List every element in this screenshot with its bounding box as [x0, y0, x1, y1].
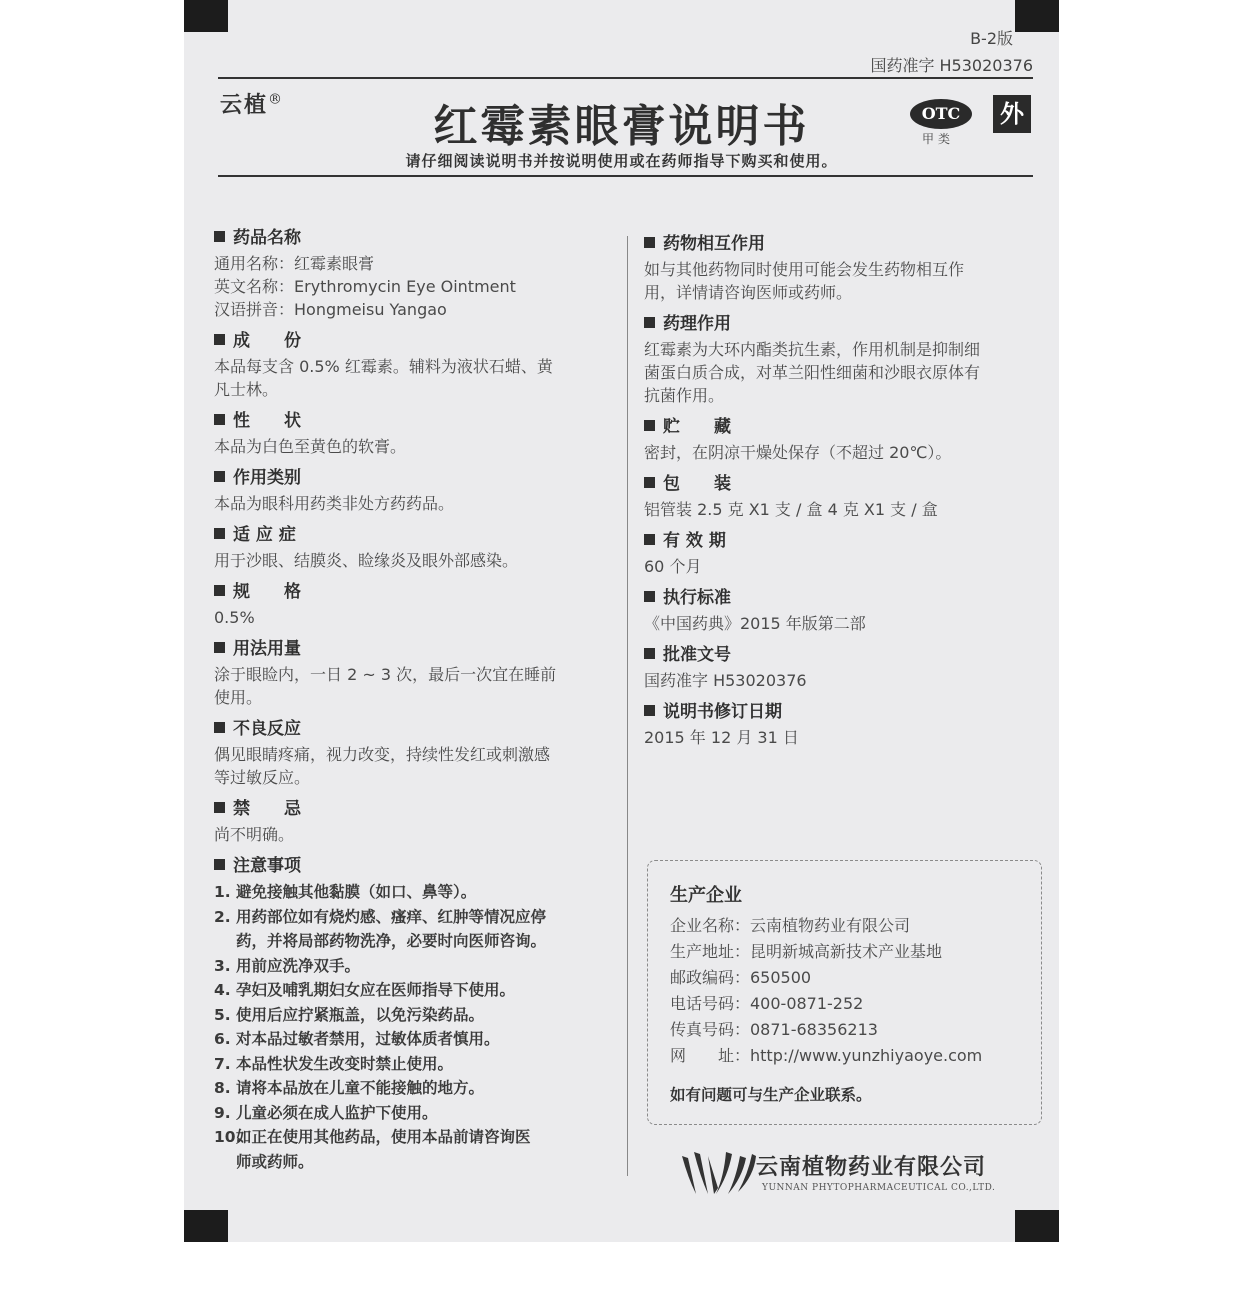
section-heading	[214, 852, 604, 880]
section	[214, 578, 604, 629]
square-bullet-icon	[214, 231, 225, 242]
section-text: 英文名称：Erythromycin Eye Ointment	[214, 277, 516, 296]
left-column	[214, 224, 604, 1180]
section-text: 红霉素为大环内酯类抗生素，作用机制是抑制细	[644, 340, 981, 359]
precaution-item	[214, 1125, 604, 1150]
square-bullet-icon	[644, 237, 655, 248]
section-text: 本品为眼科用药类非处方药药品。	[214, 494, 455, 513]
square-bullet-icon	[644, 705, 655, 716]
section-text: 抗菌作用。	[644, 386, 725, 405]
manufacturer-info-line: 邮政编码：650500	[670, 968, 812, 987]
section	[644, 527, 1034, 578]
section-heading	[214, 327, 604, 355]
section-heading-text: 注意事项	[233, 856, 301, 876]
section-heading	[644, 310, 1034, 338]
section-text: 等过敏反应。	[214, 768, 311, 787]
section-heading-text: 贮 藏	[663, 417, 731, 437]
section	[214, 795, 604, 846]
section	[644, 230, 1034, 304]
precaution-number: 2.	[214, 907, 231, 926]
column-divider	[627, 236, 628, 1176]
square-bullet-icon	[214, 802, 225, 813]
contact-note: 如有问题可与生产企业联系。	[670, 1086, 872, 1104]
section	[214, 521, 604, 572]
section-heading-text: 成 份	[233, 331, 301, 351]
precaution-text: 请将本品放在儿童不能接触的地方。	[236, 1079, 485, 1097]
section-heading-text: 包 装	[663, 474, 731, 494]
section-text: 菌蛋白质合成，对革兰阳性细菌和沙眼衣原体有	[644, 363, 981, 382]
section-text: 国药准字 H53020376	[644, 671, 807, 690]
manufacturer-box	[647, 860, 1042, 1125]
square-bullet-icon	[214, 471, 225, 482]
square-bullet-icon	[644, 534, 655, 545]
precaution-item	[214, 1076, 604, 1101]
section-heading-text: 禁 忌	[233, 799, 301, 819]
manufacturer-info-line: 网 址：http://www.yunzhiyaoye.com	[670, 1046, 983, 1065]
precaution-item	[214, 954, 604, 979]
precaution-number: 7.	[214, 1054, 231, 1073]
corner-mark	[184, 1210, 228, 1242]
manufacturer-info-line: 企业名称：云南植物药业有限公司	[670, 916, 911, 935]
section-heading-text: 药品名称	[233, 228, 301, 248]
square-bullet-icon	[214, 528, 225, 539]
precaution-number: 5.	[214, 1005, 231, 1024]
section	[214, 407, 604, 458]
section-heading	[644, 527, 1034, 555]
section-heading	[214, 715, 604, 743]
square-bullet-icon	[644, 477, 655, 488]
external-use-badge: 外	[993, 95, 1031, 133]
section	[214, 224, 604, 321]
manufacturer-title: 生产企业	[670, 885, 742, 906]
precaution-text: 对本品过敏者禁用，过敏体质者慎用。	[236, 1030, 500, 1048]
section-heading-text: 规 格	[233, 582, 301, 602]
section-heading	[214, 224, 604, 252]
section-text: 《中国药典》2015 年版第二部	[644, 614, 866, 633]
footer-company-name: 云南植物药业有限公司	[756, 1155, 987, 1180]
section	[644, 470, 1034, 521]
precaution-item	[214, 1027, 604, 1052]
section-heading	[214, 464, 604, 492]
section-heading	[214, 578, 604, 606]
version-label: B-2版	[970, 29, 1013, 48]
square-bullet-icon	[644, 317, 655, 328]
precaution-item	[214, 880, 604, 905]
section-text: 密封，在阴凉干燥处保存（不超过 20℃）。	[644, 443, 952, 462]
otc-class-label: 甲类	[922, 132, 955, 146]
corner-mark	[184, 0, 228, 32]
square-bullet-icon	[214, 642, 225, 653]
section-text: 铝管装 2.5 克 X1 支 / 盒 4 克 X1 支 / 盒	[644, 500, 938, 519]
precaution-number: 6.	[214, 1030, 231, 1048]
precaution-item	[214, 929, 604, 954]
corner-mark	[1015, 0, 1059, 32]
manufacturer-info-line: 电话号码：400-0871-252	[670, 994, 864, 1013]
section-heading	[214, 521, 604, 549]
section	[644, 698, 1034, 749]
precaution-item	[214, 1052, 604, 1077]
section	[644, 413, 1034, 464]
section-text: 凡士林。	[214, 380, 279, 399]
section	[214, 635, 604, 709]
instruction-sheet	[184, 0, 1059, 1242]
precaution-number: 9.	[214, 1103, 231, 1122]
section-text: 汉语拼音：Hongmeisu Yangao	[214, 300, 447, 319]
company-logo-icon	[678, 1148, 758, 1198]
precaution-text: 使用后应拧紧瓶盖，以免污染药品。	[236, 1005, 485, 1024]
section-text: 用于沙眼、结膜炎、睑缘炎及眼外部感染。	[214, 551, 519, 570]
precaution-text: 儿童必须在成人监护下使用。	[236, 1103, 438, 1122]
section-heading	[214, 635, 604, 663]
section-heading	[644, 470, 1034, 498]
precaution-text: 药，并将局部药物洗净，必要时向医师咨询。	[236, 932, 547, 950]
precaution-item	[214, 1003, 604, 1028]
precautions-section	[214, 852, 604, 1174]
section-text: 使用。	[214, 688, 263, 707]
square-bullet-icon	[214, 585, 225, 596]
section	[214, 715, 604, 789]
right-column	[644, 230, 1034, 755]
section-heading	[644, 641, 1034, 669]
section	[644, 310, 1034, 407]
section-text: 通用名称：红霉素眼膏	[214, 254, 375, 273]
section-text: 尚不明确。	[214, 825, 295, 844]
section-heading-text: 说明书修订日期	[663, 702, 782, 722]
header-rule	[218, 175, 1033, 177]
section-heading	[644, 698, 1034, 726]
header-approval-number: 国药准字 H53020376	[870, 56, 1033, 75]
section-heading-text: 药物相互作用	[663, 234, 765, 254]
precaution-text: 用前应洗净双手。	[236, 956, 361, 975]
precaution-number: 3.	[214, 956, 231, 975]
precaution-text: 用药部位如有烧灼感、瘙痒、红肿等情况应停	[236, 907, 547, 926]
precaution-item	[214, 1101, 604, 1126]
precaution-number: 10.	[214, 1128, 242, 1146]
top-rule	[218, 77, 1033, 79]
section-heading-text: 适 应 症	[233, 525, 296, 545]
section-text: 60 个月	[644, 557, 702, 576]
square-bullet-icon	[214, 859, 225, 870]
section-heading-text: 批准文号	[663, 645, 731, 665]
section	[214, 464, 604, 515]
precaution-number: 8.	[214, 1079, 231, 1097]
section-heading-text: 不良反应	[233, 719, 301, 739]
section-heading-text: 性 状	[233, 411, 301, 431]
section	[644, 641, 1034, 692]
manufacturer-info-line: 传真号码：0871-68356213	[670, 1020, 878, 1039]
manufacturer-info-line: 生产地址：昆明新城高新技术产业基地	[670, 942, 943, 961]
section	[644, 584, 1034, 635]
square-bullet-icon	[644, 648, 655, 659]
section-heading-text: 作用类别	[233, 468, 301, 488]
precaution-text: 本品性状发生改变时禁止使用。	[236, 1054, 454, 1073]
section-heading	[644, 230, 1034, 258]
section-heading	[644, 413, 1034, 441]
page-title: 红霉素眼膏说明书	[433, 101, 810, 152]
corner-mark	[1015, 1210, 1059, 1242]
section-text: 用，详情请咨询医师或药师。	[644, 283, 853, 302]
section-heading-text: 药理作用	[663, 314, 731, 334]
reading-advice: 请仔细阅读说明书并按说明使用或在药师指导下购买和使用。	[405, 152, 838, 170]
precaution-number: 4.	[214, 981, 231, 999]
square-bullet-icon	[214, 414, 225, 425]
otc-badge: OTC	[910, 99, 972, 129]
precaution-text: 师或药师。	[236, 1152, 314, 1171]
precaution-number: 1.	[214, 883, 231, 901]
section-text: 2015 年 12 月 31 日	[644, 728, 799, 747]
precaution-item	[214, 978, 604, 1003]
square-bullet-icon	[644, 591, 655, 602]
square-bullet-icon	[644, 420, 655, 431]
square-bullet-icon	[214, 334, 225, 345]
brand-logo: 云植®	[220, 91, 285, 118]
footer-company-name-en: YUNNAN PHYTOPHARMACEUTICAL CO.,LTD.	[762, 1183, 996, 1193]
section-heading	[214, 407, 604, 435]
section-text: 0.5%	[214, 608, 255, 627]
precaution-text: 避免接触其他黏膜（如口、鼻等）。	[236, 883, 477, 901]
section-text: 偶见眼睛疼痛，视力改变，持续性发红或刺激感	[214, 745, 551, 764]
section-heading-text: 用法用量	[233, 639, 301, 659]
square-bullet-icon	[214, 722, 225, 733]
section	[214, 327, 604, 401]
section-text: 本品为白色至黄色的软膏。	[214, 437, 407, 456]
section-text: 涂于眼睑内，一日 2 ~ 3 次，最后一次宜在睡前	[214, 665, 557, 684]
section-text: 如与其他药物同时使用可能会发生药物相互作	[644, 260, 965, 279]
precaution-text: 如正在使用其他药品，使用本品前请咨询医	[236, 1128, 531, 1146]
section-heading-text: 执行标准	[663, 588, 731, 608]
section-text: 本品每支含 0.5% 红霉素。辅料为液状石蜡、黄	[214, 357, 553, 376]
section-heading	[644, 584, 1034, 612]
precaution-item	[214, 905, 604, 930]
precaution-item	[214, 1150, 604, 1175]
section-heading-text: 有 效 期	[663, 531, 726, 551]
section-heading	[214, 795, 604, 823]
precaution-text: 孕妇及哺乳期妇女应在医师指导下使用。	[236, 981, 516, 999]
